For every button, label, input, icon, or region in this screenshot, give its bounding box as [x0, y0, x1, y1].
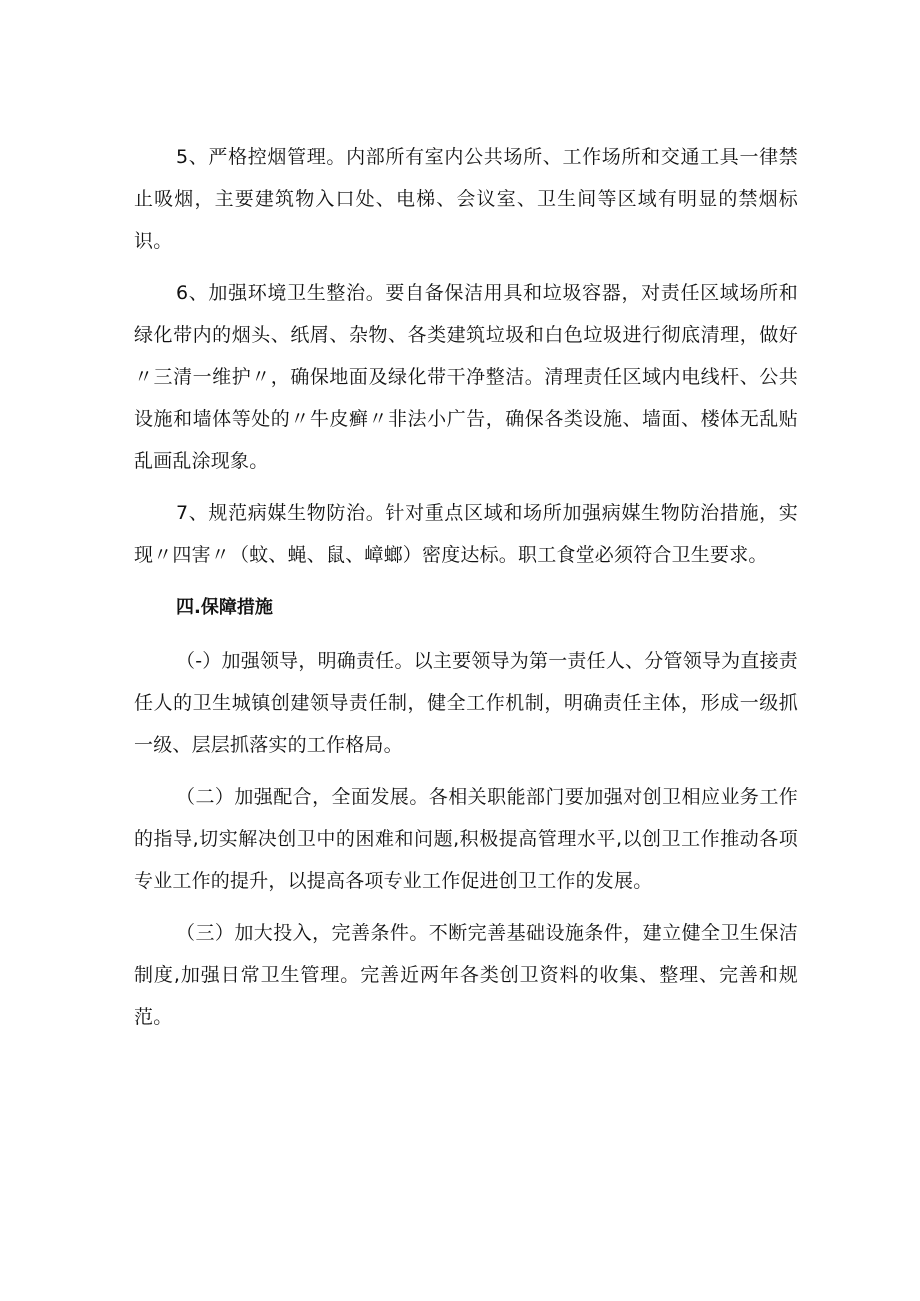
- document-body: [134, 136, 798, 1038]
- paragraph-cooperation: （二）加强配合，全面发展。各相关职能部门要加强对创卫相应业务工作的指导,切实解决创卫中的困难和问题,积极提高管理水平,以创卫工作推动各项专业工作的提升，以提高各项专业工作促进创卫工作的发展。: [134, 786, 798, 892]
- section-heading-safeguards: 四.保障措施: [176, 597, 273, 618]
- paragraph-leadership: （-）加强领导，明确责任。以主要领导为第一责任人、分管领导为直接责任人的卫生城镇创建领导责任制，健全工作机制，明确责任主体，形成一级抓一级、层层抓落实的工作格局。: [134, 650, 798, 756]
- paragraph-vector-control: 7、规范病媒生物防治。针对重点区域和场所加强病媒生物防治措施，实现〃四害〃（蚊、蝇、鼠、嶂螂）密度达标。职工食堂必须符合卫生要求。: [134, 502, 798, 566]
- paragraph-environmental-sanitation: 6、加强环境卫生整治。要自备保洁用具和垃圾容器，对责任区域场所和绿化带内的烟头、纸屑、杂物、各类建筑垃圾和白色垃圾进行彻底清理，做好〃三清一维护〃，确保地面及绿化带干净整洁。清理责任区域内电线杆、公共设施和墙体等处的〃牛皮癣〃非法小广告，确保各类设施、墙面、楼体无乱贴乱画乱涂现象。: [134, 282, 798, 472]
- paragraph-smoking-control: 5、严格控烟管理。内部所有室内公共场所、工作场所和交通工具一律禁止吸烟，主要建筑物入口处、电梯、会议室、卫生间等区域有明显的禁烟标识。: [134, 146, 798, 252]
- paragraph-investment: （三）加大投入，完善条件。不断完善基础设施条件，建立健全卫生保洁制度,加强日常卫生管理。完善近两年各类创卫资料的收集、整理、完善和规范。: [134, 922, 798, 1028]
